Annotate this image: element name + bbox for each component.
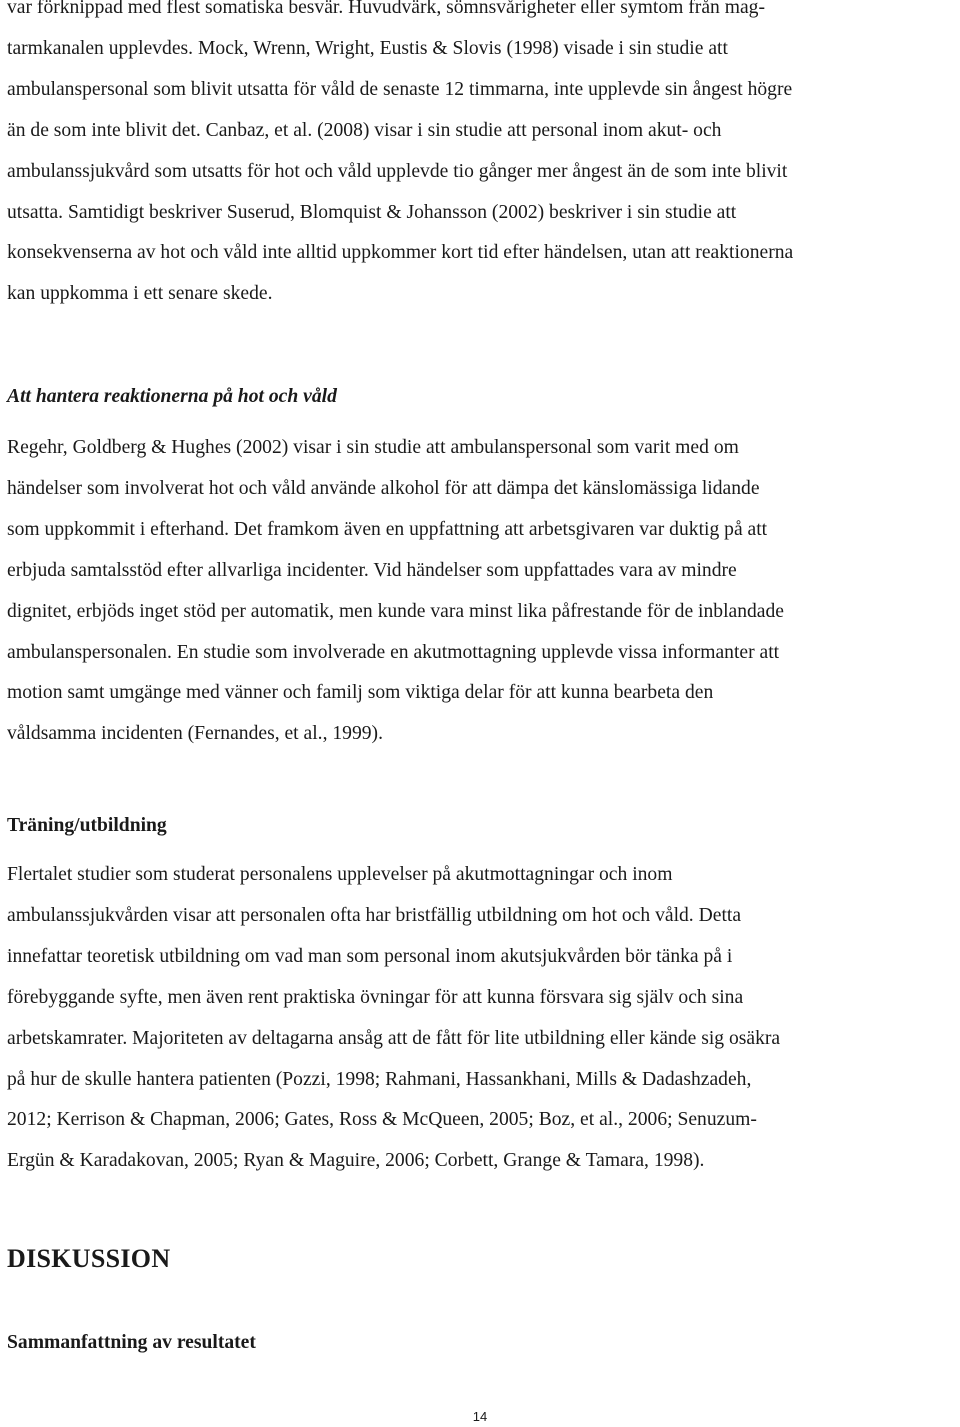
text-line: 2012; Kerrison & Chapman, 2006; Gates, Ross & McQueen, 2005; Boz, et al., 2006; Senuzum- bbox=[7, 1109, 757, 1131]
text-line: var förknippad med flest somatiska besvär. Huvudvärk, sömnsvårigheter eller symtom från mag- bbox=[7, 0, 765, 18]
text-line: konsekvenserna av hot och våld inte alltid uppkommer kort tid efter händelsen, utan att reaktionerna bbox=[7, 242, 794, 264]
text-line: som uppkommit i efterhand. Det framkom även en uppfattning att arbetsgivaren var duktig på att bbox=[7, 518, 768, 540]
paragraph-1-text bbox=[7, 0, 955, 315]
section-heading-summary: Sammanfattning av resultatet bbox=[7, 1332, 256, 1353]
text-line: tarmkanalen upplevdes. Mock, Wrenn, Wright, Eustis & Slovis (1998) visade i sin studie att bbox=[7, 37, 728, 59]
text-line: förebyggande syfte, men även rent praktiska övningar för att kunna försvara sig själv och sina bbox=[7, 986, 744, 1008]
paragraph-3 bbox=[7, 855, 955, 1182]
paragraph-2 bbox=[7, 428, 955, 755]
section-heading-handling-reactions: Att hantera reaktionerna på hot och våld bbox=[7, 386, 337, 407]
text-line: ambulanspersonalen. En studie som involverade en akutmottagning upplevde vissa informanter att bbox=[7, 641, 780, 663]
text-line: erbjuda samtalsstöd efter allvarliga incidenter. Vid händelser som uppfattades vara av mindre bbox=[7, 559, 737, 581]
text-line: ambulanssjukvård som utsatts för hot och våld upplevde tio gånger mer ångest än de som inte blivit bbox=[7, 160, 788, 182]
text-line: Regehr, Goldberg & Hughes (2002) visar i sin studie att ambulanspersonal som varit med om bbox=[7, 437, 739, 458]
paragraph-3-text bbox=[7, 855, 955, 1182]
text-line: arbetskamrater. Majoriteten av deltagarna ansåg att de fått för lite utbildning eller kände sig osäkra bbox=[7, 1027, 781, 1049]
section-heading-training: Träning/utbildning bbox=[7, 815, 167, 836]
page-number: 14 bbox=[472, 1409, 488, 1424]
text-line: våldsamma incidenten (Fernandes, et al., 1999). bbox=[7, 723, 383, 745]
text-line: kan uppkomma i ett senare skede. bbox=[7, 283, 273, 305]
chapter-heading-discussion: DISKUSSION bbox=[7, 1244, 171, 1273]
text-line: ambulanspersonal som blivit utsatta för våld de senaste 12 timmarna, inte upplevde sin ångest högre bbox=[7, 78, 793, 100]
text-line: innefattar teoretisk utbildning om vad man som personal inom akutsjukvården bör tänka på i bbox=[7, 945, 733, 967]
text-line: händelser som involverat hot och våld använde alkohol för att dämpa det känslomässiga lidande bbox=[7, 477, 760, 499]
paragraph-1 bbox=[7, 0, 955, 315]
text-line: Flertalet studier som studerat personalens upplevelser på akutmottagningar och inom bbox=[7, 864, 673, 885]
paragraph-2-text bbox=[7, 428, 955, 755]
text-line: utsatta. Samtidigt beskriver Suserud, Blomquist & Johansson (2002) beskriver i sin studie att bbox=[7, 201, 737, 223]
text-line: Ergün & Karadakovan, 2005; Ryan & Maguire, 2006; Corbett, Grange & Tamara, 1998). bbox=[7, 1150, 705, 1172]
text-line: ambulanssjukvården visar att personalen ofta har bristfällig utbildning om hot och våld. Detta bbox=[7, 904, 742, 926]
text-line: dignitet, erbjöds inget stöd per automatik, men kunde vara minst lika påfrestande för de inblandade bbox=[7, 600, 784, 622]
text-line: motion samt umgänge med vänner och familj som viktiga delar för att kunna bearbeta den bbox=[7, 682, 714, 704]
text-line: på hur de skulle hantera patienten (Pozzi, 1998; Rahmani, Hassankhani, Mills & Dadashzadeh, bbox=[7, 1068, 752, 1090]
text-line: än de som inte blivit det. Canbaz, et al. (2008) visar i sin studie att personal inom akut- och bbox=[7, 119, 722, 141]
